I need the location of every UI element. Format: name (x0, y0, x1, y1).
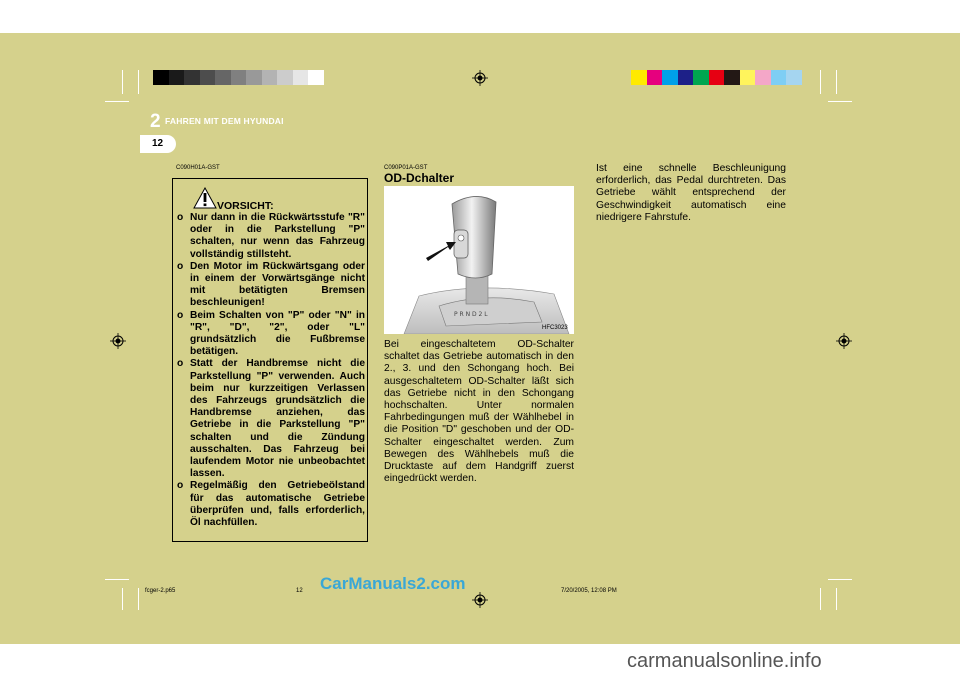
calibration-swatch (246, 70, 262, 85)
chapter-title: FAHREN MIT DEM HYUNDAI (165, 116, 284, 126)
section-code: C090H01A-GST (176, 165, 220, 171)
warning-item-text: Den Motor im Rückwärtsgang oder in einem der Vorwärtsgänge nicht mit betätigten Bremsen beschleunigen! (190, 260, 365, 309)
calibration-swatch (200, 70, 216, 85)
gray-calibration-bar (153, 70, 324, 85)
warning-list (177, 212, 365, 529)
calibration-swatch (308, 70, 324, 85)
bullet: o (177, 260, 184, 272)
bullet: o (177, 480, 184, 492)
calibration-swatch (153, 70, 169, 85)
chapter-number: 2 (150, 111, 161, 132)
bullet: o (177, 358, 184, 370)
bullet: o (177, 309, 184, 321)
footer-file: fcger-2.p65 (145, 588, 176, 594)
crop-mark (122, 588, 123, 610)
calibration-swatch (724, 70, 740, 85)
warning-list-item (177, 261, 365, 310)
calibration-swatch (631, 70, 647, 85)
warning-title: VORSICHT: (217, 200, 274, 212)
page-number: 12 (152, 138, 164, 149)
crop-mark (105, 101, 129, 102)
calibration-swatch (786, 70, 802, 85)
calibration-swatch (184, 70, 200, 85)
registration-mark-icon (472, 70, 488, 86)
calibration-swatch (231, 70, 247, 85)
section-title: OD-Dchalter (384, 171, 455, 185)
crop-mark (836, 70, 837, 94)
acceleration-text: Ist eine schnelle Beschleunigung erforderlich, das Pedal durchtreten. Das Getriebe wählt entsprechend der Geschwindigkeit automatisch eine niedrigere Fahrstufe. (596, 163, 786, 223)
watermark-top[interactable]: CarManuals2.com (320, 574, 466, 593)
calibration-swatch (740, 70, 756, 85)
gear-lever-illustration-icon (384, 186, 574, 334)
warning-list-item (177, 212, 365, 261)
watermark-bottom[interactable]: carmanualsonline.info (627, 650, 822, 672)
calibration-swatch (709, 70, 725, 85)
warning-list-item (177, 310, 365, 359)
registration-mark-icon (836, 333, 852, 349)
od-switch-text: Bei eingeschaltetem OD-Schalter schaltet das Getriebe automatisch in den 2., 3. und den Schongang hoch. Bei ausgeschaltetem OD-Schalter läßt sich das Getriebe nicht in den Schongang hochschalten. Unter normalen Fahrbedingungen muß der Wählhebel in die Position "D" geschoben und der OD-Schalter eingeschaltet werden. Zum Bewegen des Wählhebels muß die Drucktaste auf dem Handgriff zuerst eingedrückt werden. (384, 339, 574, 485)
crop-mark (836, 588, 837, 610)
calibration-swatch (277, 70, 293, 85)
crop-mark (138, 70, 139, 94)
registration-mark-icon (472, 592, 488, 608)
registration-mark-icon (110, 333, 126, 349)
section-code: C090P01A-GST (384, 165, 428, 171)
warning-list-item (177, 480, 365, 529)
crop-mark (828, 101, 852, 102)
crop-mark (820, 588, 821, 610)
calibration-swatch (755, 70, 771, 85)
warning-item-text: Beim Schalten von "P" oder "N" in "R", "D", "2", oder "L" grundsätzlich die Fußbremse betätigen. (190, 309, 365, 358)
calibration-swatch (678, 70, 694, 85)
calibration-swatch (262, 70, 278, 85)
warning-item-text: Nur dann in die Rückwärtsstufe "R" oder in die Parkstellung "P" schalten, nur wenn das Fahrzeug vollständig stillsteht. (190, 212, 365, 260)
color-calibration-bar (631, 70, 802, 85)
warning-triangle-icon (193, 187, 217, 209)
warning-item-text: Statt der Handbremse nicht die Parkstellung "P" verwenden. Auch beim nur kurzzeitigen Verlassen des Fahrzeugs grundsätzlich die Handbremse anziehen, das Getriebe in die Parkstellung "P" schalten und die Zündung ausschalten. Das Fahrzeug bei laufendem Motor nie unbeobachtet lassen. (190, 358, 365, 480)
crop-mark (105, 579, 129, 580)
calibration-swatch (647, 70, 663, 85)
calibration-swatch (771, 70, 787, 85)
crop-mark (138, 588, 139, 610)
crop-mark (820, 70, 821, 94)
crop-mark (828, 579, 852, 580)
footer-page: 12 (296, 588, 303, 594)
footer-timestamp: 7/20/2005, 12:08 PM (561, 588, 617, 594)
svg-text:P R N D 2 L: P R N D 2 L (454, 311, 488, 318)
image-label: HFC3023 (542, 325, 568, 331)
calibration-swatch (169, 70, 185, 85)
warning-box (172, 178, 368, 542)
calibration-swatch (215, 70, 231, 85)
bullet: o (177, 212, 184, 223)
page-number-tab (140, 135, 176, 153)
calibration-swatch (662, 70, 678, 85)
crop-mark (122, 70, 123, 94)
warning-item-text: Regelmäßig den Getriebeölstand für das automatische Getriebe überprüfen und, falls erforderlich, Öl nachfüllen. (190, 480, 365, 529)
calibration-swatch (693, 70, 709, 85)
warning-list-item (177, 358, 365, 480)
calibration-swatch (293, 70, 309, 85)
gear-selector-image (384, 186, 574, 334)
